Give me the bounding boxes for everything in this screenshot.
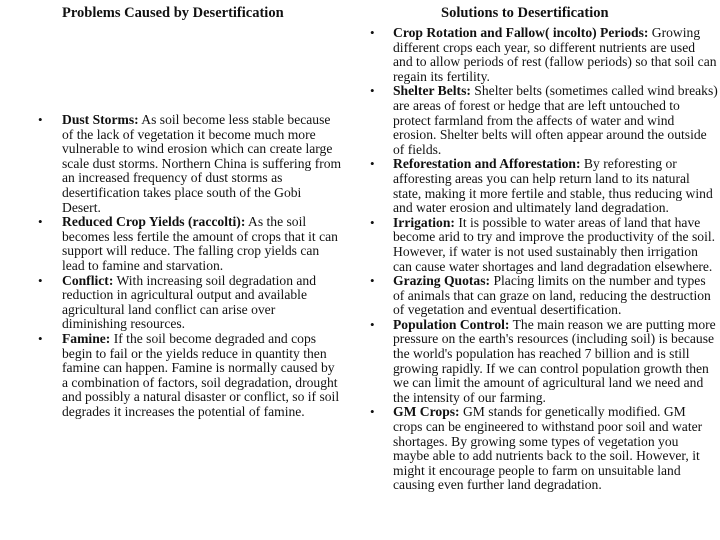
item-text: The main reason we are putting more pressure on the earth's resources (including soil) is because the world's population has reached 7 billion and is still growing rapidly. If we can control population growth then we can limit the amount of agricultural land we need and the intensity of our farming. — [393, 316, 716, 405]
item-text: It is possible to water areas of land that have become arid to try and improve the productivity of the soil. However, if water is not used sustainably then irrigation can cause water shortages and land degradation elsewhere. — [393, 214, 716, 274]
list-item-conflict — [0, 274, 345, 332]
problems-heading: Problems Caused by Desertification — [62, 5, 284, 21]
solutions-list — [355, 26, 720, 493]
item-text: If the soil become degraded and cops begin to fail or the yields reduce in quantity then famine can happen. Famine is normally caused by a combination of factors, soil degradation, drought and possibly a natural disaster or conflict, so if soil degrades it increases the potential of famine. — [62, 330, 340, 419]
list-item-crop-rotation — [355, 26, 720, 84]
bullet-icon: • — [370, 404, 375, 420]
bullet-icon: • — [38, 112, 43, 127]
item-term: Reforestation and Afforestation: — [393, 156, 581, 172]
list-item-population-control — [355, 318, 720, 406]
bullet-icon: • — [370, 156, 375, 172]
list-item-grazing-quotas — [355, 274, 720, 318]
problems-list — [0, 113, 345, 419]
item-text: Growing different crops each year, so different nutrients are used and to allow periods of rest (fallow periods) so that soil can regain its fertility. — [393, 25, 717, 84]
item-term: Conflict: — [62, 272, 114, 288]
list-item-gm-crops — [355, 405, 720, 493]
item-text: Shelter belts (sometimes called wind breaks) are areas of forest or hedge that are left untouched to protect farmland from the affects of water and wind erosion. Shelter belts will often appear around the outside of fields. — [393, 83, 718, 157]
item-term: Famine: — [62, 330, 111, 346]
item-term: Reduced Crop Yields (raccolti): — [62, 214, 246, 230]
bullet-icon: • — [370, 214, 375, 230]
bullet-icon: • — [38, 272, 43, 288]
item-text: With increasing soil degradation and reduction in agricultural output and available agricultural land conflict can arise over diminishing resources. — [62, 272, 317, 332]
item-text: As the soil becomes less fertile the amount of crops that it can support will reduce. The falling crop yields can lead to famine and starvation. — [62, 214, 338, 273]
list-item-reduced-crop-yields — [0, 215, 345, 273]
item-text: As soil become less stable because of the lack of vegetation it become much more vulnerable to wind erosion which can create large scale dust storms. Northern China is suffering from an increased frequency of dust storms as desertification takes place south of the Gobi Desert. — [62, 112, 342, 215]
bullet-icon: • — [370, 83, 375, 99]
bullet-icon: • — [38, 214, 43, 230]
item-text: GM stands for genetically modified. GM crops can be engineered to withstand poor soil and water shortages. By growing some types of vegetation you maybe able to add nutrients back to the soil. However, it might it encourage people to farm on unsuitable land causing even further land degradation. — [393, 404, 703, 493]
item-term: GM Crops: — [393, 404, 460, 420]
list-item-reforestation — [355, 157, 720, 215]
item-text: Placing limits on the number and types of animals that can graze on land, reducing the destruction of vegetation and eventual desertification. — [393, 273, 711, 318]
item-text: By reforesting or afforesting areas you can help return land to its natural state, making it more fertile and stable, thus reducing wind and water erosion and ultimately land degradation. — [393, 156, 713, 216]
item-term: Irrigation: — [393, 214, 455, 230]
list-item-dust-storms — [0, 113, 345, 215]
bullet-icon: • — [370, 273, 375, 289]
item-term: Grazing Quotas: — [393, 273, 491, 289]
item-term: Population Control: — [393, 316, 510, 332]
list-item-shelter-belts — [355, 84, 720, 157]
item-term: Shelter Belts: — [393, 83, 471, 99]
item-term: Crop Rotation and Fallow( incolto) Periods: — [393, 25, 649, 40]
bullet-icon: • — [370, 316, 375, 332]
bullet-icon: • — [38, 330, 43, 346]
bullet-icon: • — [370, 25, 375, 40]
list-item-irrigation — [355, 216, 720, 274]
solutions-heading: Solutions to Desertification — [441, 5, 609, 21]
list-item-famine — [0, 332, 345, 420]
item-term: Dust Storms: — [62, 112, 139, 127]
